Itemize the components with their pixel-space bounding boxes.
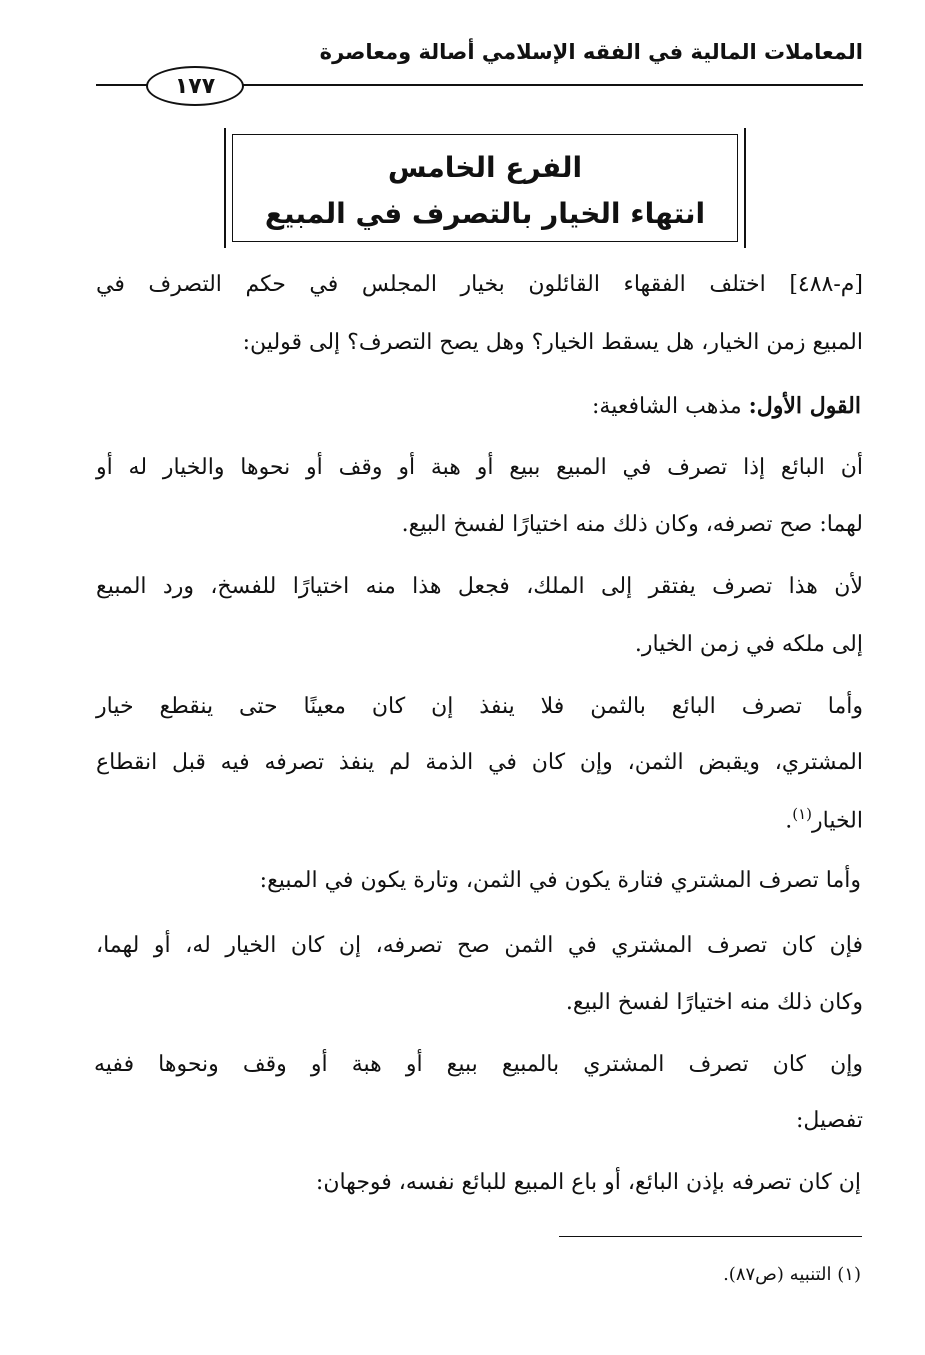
paragraph-line: [م-٤٨٨] اختلف الفقهاء القائلون بخيار المجلس في حكم التصرف في: [96, 272, 863, 297]
opinion-label: القول الأول:: [748, 393, 861, 419]
footnote: (١) التنبيه (ص٨٧).: [723, 1264, 861, 1285]
paragraph-line: لأن هذا تصرف يفتقر إلى الملك، فجعل هذا منه اختيارًا للفسخ، ورد المبيع: [96, 574, 863, 599]
section-title-frame: [232, 134, 738, 242]
paragraph-line: [785, 805, 863, 835]
opinion-text: مذهب الشافعية:: [592, 394, 742, 419]
paragraph-line: فإن كان تصرف المشتري في الثمن صح تصرفه، إن كان الخيار له، أو لهما،: [96, 933, 863, 958]
footnote-rule: [559, 1236, 862, 1237]
paragraph-line: المبيع زمن الخيار، هل يسقط الخيار؟ وهل يصح التصرف؟ إلى قولين:: [242, 330, 863, 355]
paragraph-line: لهما: صح تصرفه، وكان ذلك منه اختيارًا لفسخ البيع.: [401, 512, 863, 537]
section-title: الفرع الخامس: [387, 151, 583, 184]
paragraph-line: المشتري، ويقبض الثمن، وإن كان في الذمة لم ينفذ تصرفه فيه قبل انقطاع: [96, 750, 863, 775]
running-title: المعاملات المالية في الفقه الإسلامي أصالة ومعاصرة: [319, 40, 863, 64]
paragraph-line: أن البائع إذا تصرف في المبيع ببيع أو هبة أو وقف أو نحوها والخيار له أو: [96, 455, 863, 480]
paragraph-line: إن كان تصرفه بإذن البائع، أو باع المبيع للبائع نفسه، فوجهان:: [315, 1170, 861, 1195]
paragraph-line: وإن كان تصرف المشتري بالمبيع ببيع أو هبة أو وقف ونحوها ففيه: [94, 1052, 863, 1077]
paragraph-line: إلى ملكه في زمن الخيار.: [634, 632, 863, 657]
section-subtitle: انتهاء الخيار بالتصرف في المبيع: [264, 197, 706, 230]
opinion-heading: [592, 393, 861, 420]
footnote-reference: (١): [792, 805, 813, 823]
paragraph-line: وأما تصرف البائع بالثمن فلا ينفذ إن كان معينًا حتى ينقطع خيار: [96, 694, 864, 719]
paragraph-line: وأما تصرف المشتري فتارة يكون في الثمن، وتارة يكون في المبيع:: [259, 868, 861, 893]
paragraph-line: تفصيل:: [795, 1108, 863, 1133]
section-title-box: [224, 128, 746, 248]
paragraph-text: .: [785, 808, 793, 834]
paragraph-line: وكان ذلك منه اختيارًا لفسخ البيع.: [565, 990, 863, 1015]
paragraph-text: الخيار: [812, 808, 863, 834]
page-number: ١٧٧: [146, 66, 244, 106]
